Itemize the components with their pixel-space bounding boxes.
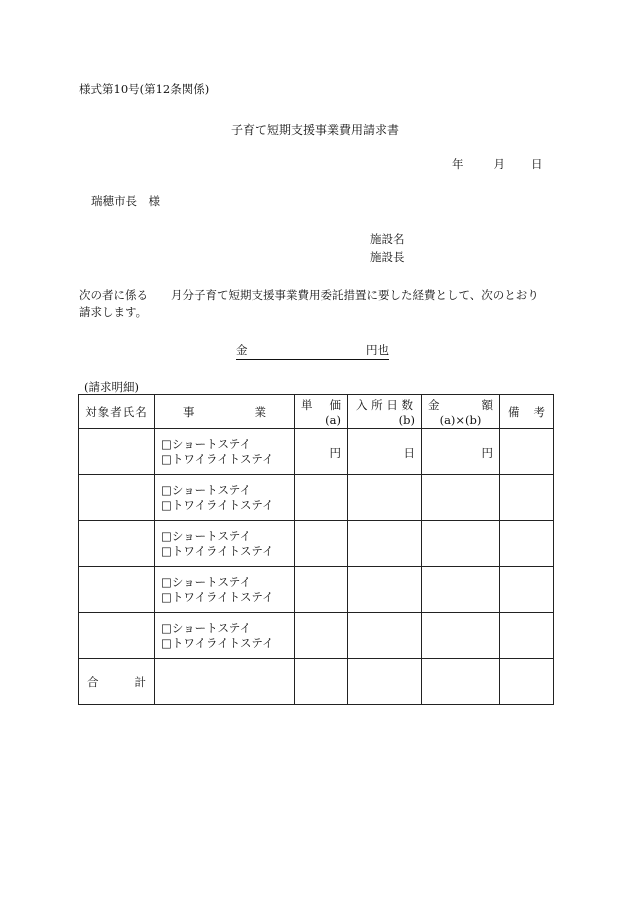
service-cell xyxy=(155,521,295,567)
days-cell[interactable] xyxy=(348,567,422,613)
date-line xyxy=(452,156,543,172)
addressee: 瑞穂市長 様 xyxy=(91,194,160,208)
service-option-short-stay[interactable]: □ショートステイ xyxy=(161,482,251,497)
amount-cell[interactable] xyxy=(422,567,500,613)
form-number: 様式第10号(第12条関係) xyxy=(79,82,210,96)
unit-price-cell[interactable] xyxy=(295,475,348,521)
service-option-short-stay[interactable]: □ショートステイ xyxy=(161,436,251,451)
yen-unit: 円 xyxy=(329,446,341,460)
unit-price-cell[interactable] xyxy=(295,521,348,567)
remarks-cell[interactable] xyxy=(500,567,554,613)
recipient-name-cell[interactable] xyxy=(79,475,155,521)
total-service-cell[interactable] xyxy=(155,659,295,705)
date-day: 日 xyxy=(531,157,543,171)
detail-label: (請求明細) xyxy=(84,380,139,394)
service-option-short-stay[interactable]: □ショートステイ xyxy=(161,528,251,543)
yen-unit: 円 xyxy=(481,446,493,460)
recipient-name-cell[interactable] xyxy=(79,567,155,613)
amount-cell[interactable] xyxy=(422,521,500,567)
days-cell[interactable] xyxy=(348,613,422,659)
total-amount-cell[interactable] xyxy=(422,659,500,705)
unit-price-cell[interactable] xyxy=(295,567,348,613)
service-option-twilight-stay[interactable]: □トワイライトステイ xyxy=(161,635,274,650)
service-option-short-stay[interactable]: □ショートステイ xyxy=(161,574,251,589)
total-label-cell: 合 計 xyxy=(79,659,155,705)
days-cell[interactable] xyxy=(348,475,422,521)
amount-cell[interactable] xyxy=(422,429,500,475)
date-year: 年 xyxy=(452,157,464,171)
service-option-twilight-stay[interactable]: □トワイライトステイ xyxy=(161,497,274,512)
recipient-name-cell[interactable] xyxy=(79,521,155,567)
total-unit-price-cell[interactable] xyxy=(295,659,348,705)
header-unit-price: 単 価 (a) xyxy=(295,395,348,429)
service-cell xyxy=(155,613,295,659)
date-month: 月 xyxy=(493,157,505,171)
day-unit: 日 xyxy=(403,446,415,460)
document-title: 子育て短期支援事業費用請求書 xyxy=(230,123,399,137)
table-row xyxy=(79,429,554,475)
amount-suffix: 円也 xyxy=(366,343,389,357)
service-option-short-stay[interactable]: □ショートステイ xyxy=(161,620,251,635)
total-days-cell[interactable] xyxy=(348,659,422,705)
table-row xyxy=(79,521,554,567)
remarks-cell[interactable] xyxy=(500,521,554,567)
header-amount: 金 額 (a)×(b) xyxy=(422,395,500,429)
service-cell xyxy=(155,429,295,475)
service-cell xyxy=(155,475,295,521)
amount-cell[interactable] xyxy=(422,475,500,521)
service-option-twilight-stay[interactable]: □トワイライトステイ xyxy=(161,589,274,604)
header-remarks: 備 考 xyxy=(500,395,554,429)
unit-price-cell[interactable] xyxy=(295,429,348,475)
table-row xyxy=(79,567,554,613)
facility-name-label: 施設名 xyxy=(370,232,405,246)
amount-cell[interactable] xyxy=(422,613,500,659)
table-row xyxy=(79,613,554,659)
remarks-cell[interactable] xyxy=(500,429,554,475)
remarks-cell[interactable] xyxy=(500,613,554,659)
unit-price-cell[interactable] xyxy=(295,613,348,659)
total-amount-line xyxy=(236,342,389,360)
days-cell[interactable] xyxy=(348,429,422,475)
service-cell xyxy=(155,567,295,613)
request-statement: 次の者に係る 月分子育て短期支援事業費用委託措置に要した経費として、次のとおり請求します。 xyxy=(79,288,539,319)
service-option-twilight-stay[interactable]: □トワイライトステイ xyxy=(161,451,274,466)
header-days: 入 所 日 数 (b) xyxy=(348,395,422,429)
recipient-name-cell[interactable] xyxy=(79,429,155,475)
remarks-cell[interactable] xyxy=(500,475,554,521)
header-name: 対象者氏名 xyxy=(79,395,155,429)
recipient-name-cell[interactable] xyxy=(79,613,155,659)
table-row xyxy=(79,475,554,521)
service-option-twilight-stay[interactable]: □トワイライトステイ xyxy=(161,543,274,558)
facility-head-label: 施設長 xyxy=(370,250,405,264)
total-remarks-cell[interactable] xyxy=(500,659,554,705)
total-row xyxy=(79,659,554,705)
header-service: 事 業 xyxy=(155,395,295,429)
table-header-row xyxy=(79,395,554,429)
days-cell[interactable] xyxy=(348,521,422,567)
amount-prefix: 金 xyxy=(236,343,248,357)
claim-detail-table xyxy=(78,394,554,705)
